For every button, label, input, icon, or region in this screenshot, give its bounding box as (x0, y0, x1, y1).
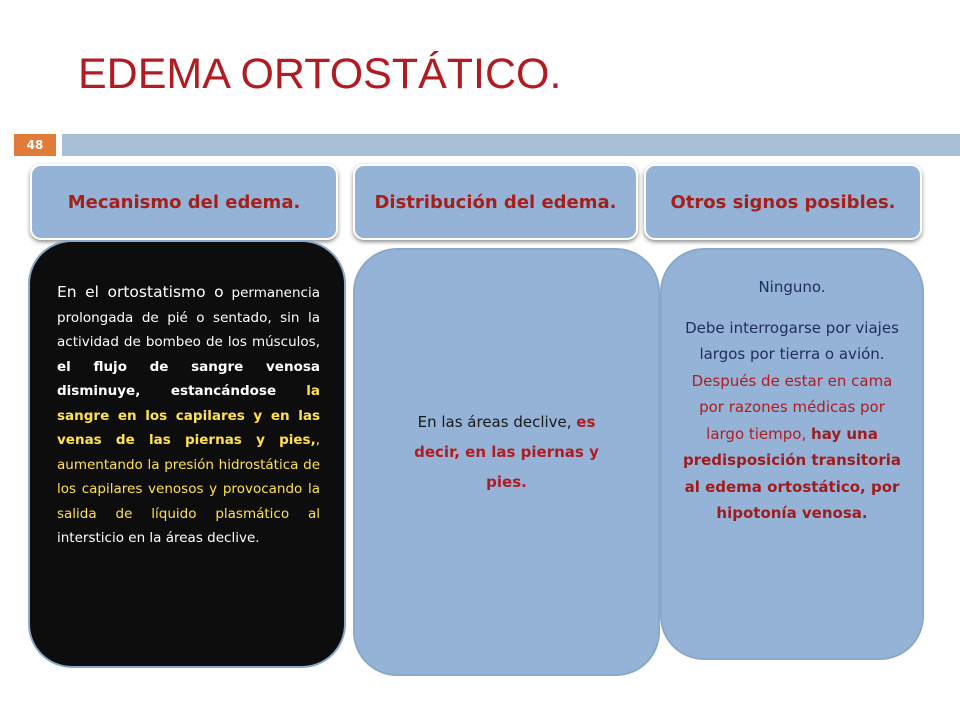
other-signs-none: Ninguno. (758, 278, 826, 296)
mechanism-line4: la sangre en los capilares y en las venas de las piernas y pies, (57, 383, 321, 448)
mechanism-line6: intersticio en la áreas declive. (57, 530, 260, 546)
mechanism-paragraph (57, 280, 320, 551)
other-signs-bed (678, 368, 906, 527)
header-accent-bar (62, 134, 960, 156)
page-number-badge: 48 (14, 134, 56, 156)
mechanism-line3: el flujo de sangre venosa disminuye, estancándose (57, 358, 320, 399)
mechanism-line1: En el ortostatismo o (57, 283, 224, 301)
distribution-text-box (353, 248, 660, 676)
distribution-text1: En las áreas declive, (417, 413, 577, 431)
distribution-paragraph (395, 407, 618, 497)
distribution-text2: es decir, en las piernas y pies. (414, 413, 599, 491)
other-signs-travel: Debe interrogarse por viajes largos por tierra o avión. (685, 318, 899, 363)
mechanism-line5: , aumentando la presión hidrostática de los capilares venosos y provocando la salida de líquido plasmático al (57, 432, 320, 522)
other-signs-text-box (660, 248, 924, 660)
header-other-signs-label: Otros signos posibles. (670, 191, 896, 213)
mechanism-text-box (28, 240, 346, 668)
header-distribution-label: Distribución del edema. (374, 191, 617, 213)
header-mechanism-label: Mecanismo del edema. (67, 191, 301, 213)
mechanism-line2: permanencia prolongada de pié o sentado, sin la actividad de bombeo de los músculos, (57, 285, 320, 350)
page-title: EDEMA ORTOSTÁTICO. (78, 50, 562, 98)
header-other-signs (644, 164, 922, 240)
other-signs-bed-text: Después de estar en cama por razones médicas por largo tiempo, (691, 371, 893, 443)
header-mechanism (30, 164, 338, 240)
header-distribution (353, 164, 638, 240)
other-signs-predisposition: hay una predisposición transitoria al edema ortostático, por hipotonía venosa. (682, 424, 902, 522)
